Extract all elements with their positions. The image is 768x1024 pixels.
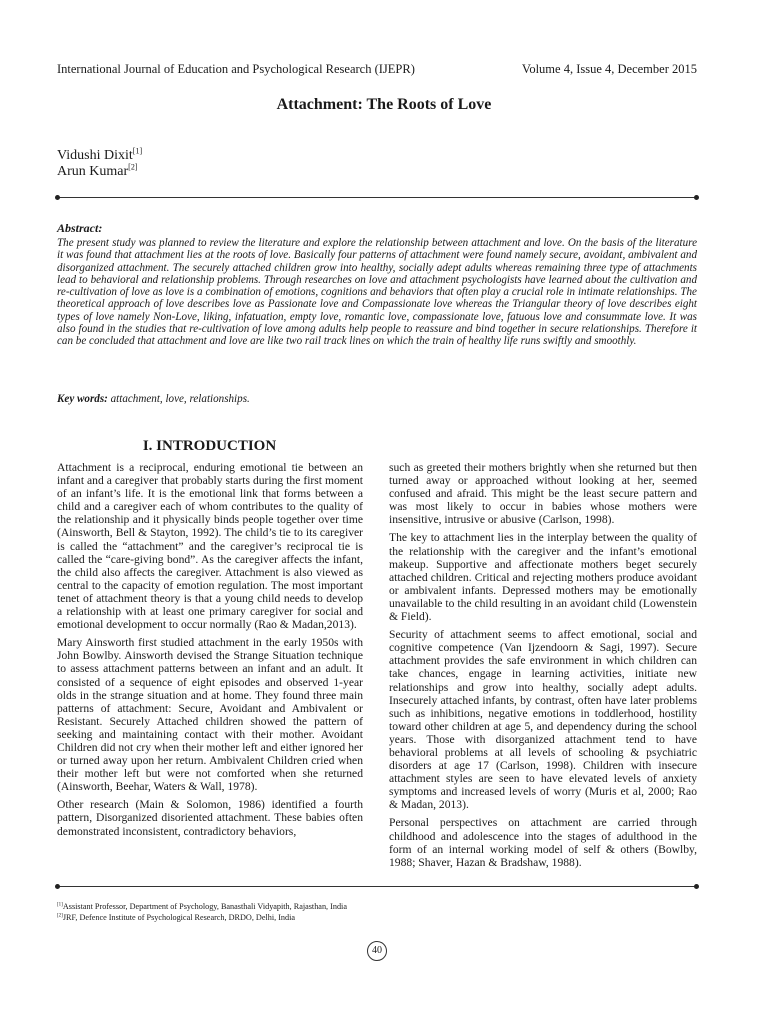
paragraph: The key to attachment lies in the interplay between the quality of the relationship with the caregiver and the infant’s emotional makeup. Supportive and affectionate mothers beget securely attached children. Critical and rejecting mothers produce avoidant or ambivalent infants. Depressed mothers may be emotionally unavailable to the child resulting in an avoidant child (Lowenstein & Field). — [389, 531, 697, 624]
author-2-name: Arun Kumar — [57, 164, 129, 179]
paragraph: Other research (Main & Solomon, 1986) identified a fourth pattern, Disorganized disoriented attachment. These babies often demonstrated inconsistent, contradictory behaviors, — [57, 798, 363, 838]
paragraph: Mary Ainsworth first studied attachment in the early 1950s with John Bowlby. Ainsworth devised the Strange Situation technique to assess attachment patterns between an infant and an adult. It consisted of a sequence of eight episodes and observed 1-year olds in the strange situation and at home. They found three main patterns of attachment: Secure, Avoidant and Ambivalent or Resistant. Securely Attached children showed the pattern of seeking and maintaining contact with their mother. Avoidant Children did not cry when their mother left and either ignored her or turned away upon her return. Ambivalent Children cried when their mother left but were not comforted when she returned (Ainsworth, Beehar, Waters & Wall, 1978). — [57, 636, 363, 794]
keywords-label: Key words: — [57, 393, 108, 405]
footnote-2-mark: [2] — [57, 913, 63, 919]
page-number: 40 — [367, 941, 387, 961]
abstract-heading: Abstract: — [57, 221, 103, 235]
footnote-2-text: JRF, Defence Institute of Psychological Research, DRDO, Delhi, India — [62, 913, 296, 922]
rule-right-dot — [694, 195, 699, 200]
author-2 — [57, 164, 137, 180]
rule-left-dot — [55, 884, 60, 889]
keywords — [57, 393, 250, 405]
footnote-1-mark: [1] — [57, 902, 63, 908]
author-1-name: Vidushi Dixit — [57, 148, 133, 163]
author-2-mark: [2] — [128, 162, 138, 172]
paragraph: Personal perspectives on attachment are carried through childhood and adolescence into the stages of adulthood in the form of an internal working model of self & others (Bowlby, 1988; Shaver, Hazan & Bradshaw, 1988). — [389, 816, 697, 869]
section-title: I. INTRODUCTION — [142, 438, 277, 454]
abstract-text: The present study was planned to review the literature and explore the relationship between attachment and love. On the basis of the literature it was found that attachment lies at the roots of love. Basically four patterns of attachment were found namely secure, avoidant, ambivalent and disorganized attachment. The securely attached children grow into healthy, socially adept adults whereas remaining three type of attachments lead to behavioral and relationship problems. Through researches on love and attachment psychologists have learned about the cultivation and re-cultivation of love as love is a combination of emotions, cognitions and behaviors that often play a crucial role in intimate relationships. The theoretical approach of love describes love as Passionate love and Compassionate love whereas the Triangular theory of love describes eight types of love namely Non-Love, liking, infatuation, empty love, romantic love, compassionate love, fatuous love and consummate love. It was also found in the studies that re-cultivation of love among adults help people to reassure and bind together in secure relationships. Therefore it can be concluded that attachment and love are like two rail track lines on which the train of healthy life runs swiftly and smoothly. — [57, 237, 697, 348]
volume-header: Volume 4, Issue 4, December 2015 — [521, 62, 697, 76]
bottom-rule — [57, 886, 697, 887]
footnote-1-text: Assistant Professor, Department of Psychology, Banasthali Vidyapith, Rajasthan, India — [62, 902, 347, 911]
author-1-mark: [1] — [132, 146, 143, 156]
top-rule — [57, 197, 697, 198]
paragraph: such as greeted their mothers brightly when she returned but then turned away or approached without looking at her, seemed confused and afraid. This might be the least secure pattern and was most likely to occur in babies whose mothers were insensitive, intrusive or abusive (Carlson, 1998). — [389, 461, 697, 527]
paragraph: Security of attachment seems to affect emotional, social and cognitive competence (Van Ijzendoorn & Sagi, 1997). Secure attachment provides the safe environment in which children can take chances, engage in learning activities, initiate new relationships and grow into healthy, socially adept adults. Insecurely attached infants, by contrast, often have later problems such as inhibitions, negative emotions in toddlerhood, hostility toward other children at age 5, and dependency during the school years. Those with disorganized attachment tend to have behavioral problems at all levels of schooling & psychiatric disorders at age 17 (Carlson, 1998). Children with insecure attachment styles are seen to have elevated levels of anxiety symptoms and increased levels of worry (Muris et al, 2000; Rao & Madan, 2013). — [389, 628, 697, 812]
footnote-1 — [57, 902, 347, 911]
rule-left-dot — [55, 195, 60, 200]
left-column — [57, 461, 363, 843]
paragraph: Attachment is a reciprocal, enduring emotional tie between an infant and a caregiver that probably starts during the first moment of an infant’s life. It is the emotional link that forms between a child and a caregiver each of whom contributes to the quality of the relationship and it physically binds people together over time (Ainsworth, Bell & Stayton, 1992). The child’s tie to its caregiver is called the “attachment” and the caregiver’s reciprocal tie is called the “care-giving bond”. As the caregiver affects the infant, the child also affects the caregiver. Attachment is also viewed as central to the capacity of emotion regulation. The most important tenet of attachment theory is that a young child needs to develop a relationship with at least one primary caregiver for social and emotional development to occur normally (Rao & Madan,2013). — [57, 461, 363, 632]
right-column — [389, 461, 697, 874]
rule-right-dot — [694, 884, 699, 889]
footnote-2 — [57, 913, 295, 922]
journal-header: International Journal of Education and Psychological Research (IJEPR) — [57, 62, 415, 76]
paper-title: Attachment: The Roots of Love — [276, 96, 492, 113]
keywords-list: attachment, love, relationships. — [107, 393, 250, 405]
